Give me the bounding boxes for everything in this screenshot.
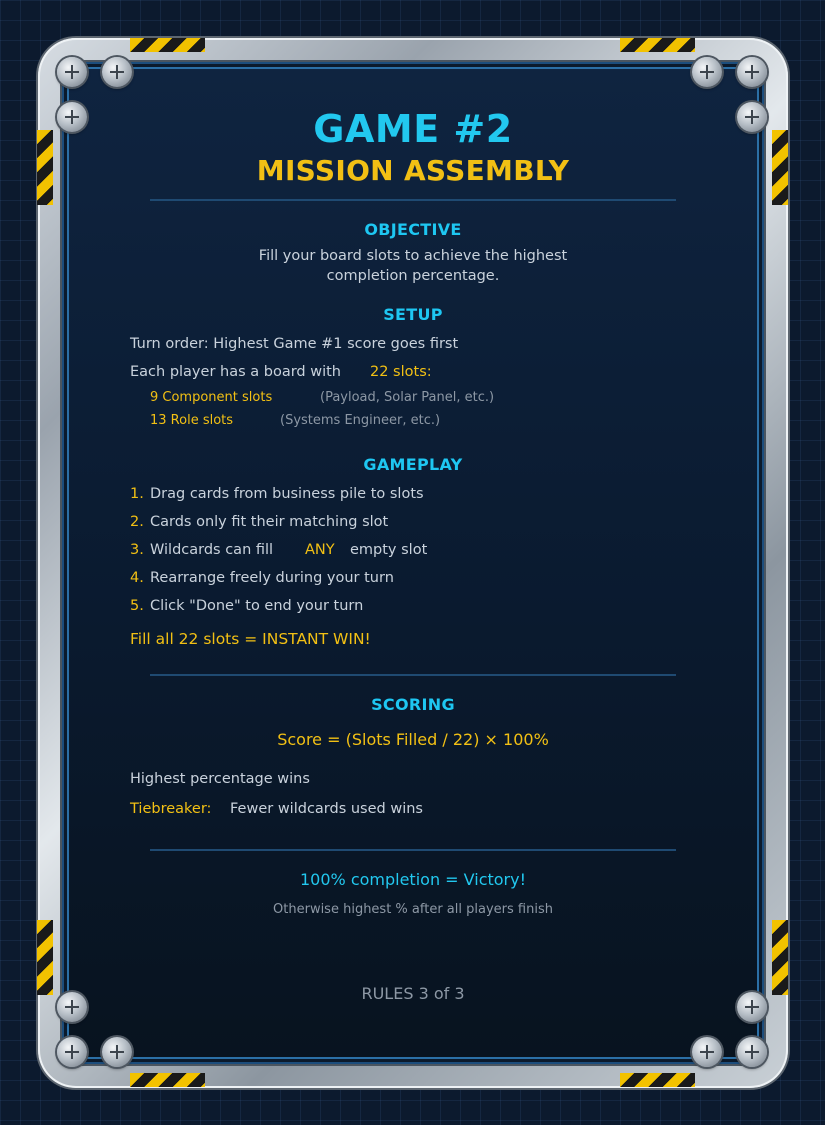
- objective-line-2: completion percentage.: [326, 268, 500, 284]
- step-number: 5.: [130, 598, 144, 614]
- divider: [150, 199, 676, 201]
- component-slots-note: (Payload, Solar Panel, etc.): [320, 390, 495, 405]
- highest-wins-text: Highest percentage wins: [130, 771, 310, 787]
- hazard-stripe-top-right: [620, 38, 695, 52]
- setup-heading: SETUP: [383, 305, 443, 324]
- step-text: Wildcards can fill: [150, 542, 274, 558]
- tiebreaker-text: Fewer wildcards used wins: [230, 801, 423, 817]
- step-text: Rearrange freely during your turn: [150, 570, 394, 586]
- hazard-stripe-bottom-left: [130, 1073, 205, 1087]
- step-number: 2.: [130, 514, 144, 530]
- scoring-heading: SCORING: [371, 695, 455, 714]
- page-indicator: RULES 3 of 3: [361, 984, 465, 1003]
- hazard-stripe-right-bottom: [772, 920, 788, 995]
- step-text: Click "Done" to end your turn: [150, 598, 364, 614]
- tiebreaker-label: Tiebreaker:: [130, 801, 212, 817]
- divider: [150, 674, 676, 676]
- hazard-stripe-left-bottom: [37, 920, 53, 995]
- hazard-stripe-bottom-right: [620, 1073, 695, 1087]
- hazard-stripe-left-top: [37, 130, 53, 205]
- step-number: 4.: [130, 570, 144, 586]
- divider: [150, 849, 676, 851]
- role-slots-label: 13 Role slots: [150, 413, 234, 428]
- step-text: Drag cards from business pile to slots: [150, 486, 424, 502]
- step-highlight: ANY: [305, 542, 335, 558]
- page-subtitle: MISSION ASSEMBLY: [256, 154, 570, 187]
- instant-win-text: Fill all 22 slots = INSTANT WIN!: [130, 630, 371, 648]
- score-formula: Score = (Slots Filled / 22) × 100%: [277, 730, 549, 749]
- objective-heading: OBJECTIVE: [364, 220, 462, 239]
- victory-text: 100% completion = Victory!: [299, 870, 527, 889]
- step-text-after: empty slot: [350, 542, 428, 558]
- otherwise-text: Otherwise highest % after all players finish: [273, 902, 553, 917]
- step-number: 3.: [130, 542, 144, 558]
- board-text: Each player has a board with: [130, 364, 341, 380]
- board-slots-count: 22 slots:: [370, 364, 432, 380]
- role-slots-note: (Systems Engineer, etc.): [280, 413, 441, 428]
- objective-line-1: Fill your board slots to achieve the highest: [258, 248, 568, 264]
- turn-order-text: Turn order: Highest Game #1 score goes first: [130, 336, 459, 352]
- page-title: GAME #2: [313, 107, 513, 151]
- step-number: 1.: [130, 486, 144, 502]
- rules-content: [62, 62, 764, 1064]
- hazard-stripe-top-left: [130, 38, 205, 52]
- gameplay-heading: GAMEPLAY: [363, 455, 463, 474]
- component-slots-label: 9 Component slots: [150, 390, 273, 405]
- hazard-stripe-right-top: [772, 130, 788, 205]
- step-text: Cards only fit their matching slot: [150, 514, 389, 530]
